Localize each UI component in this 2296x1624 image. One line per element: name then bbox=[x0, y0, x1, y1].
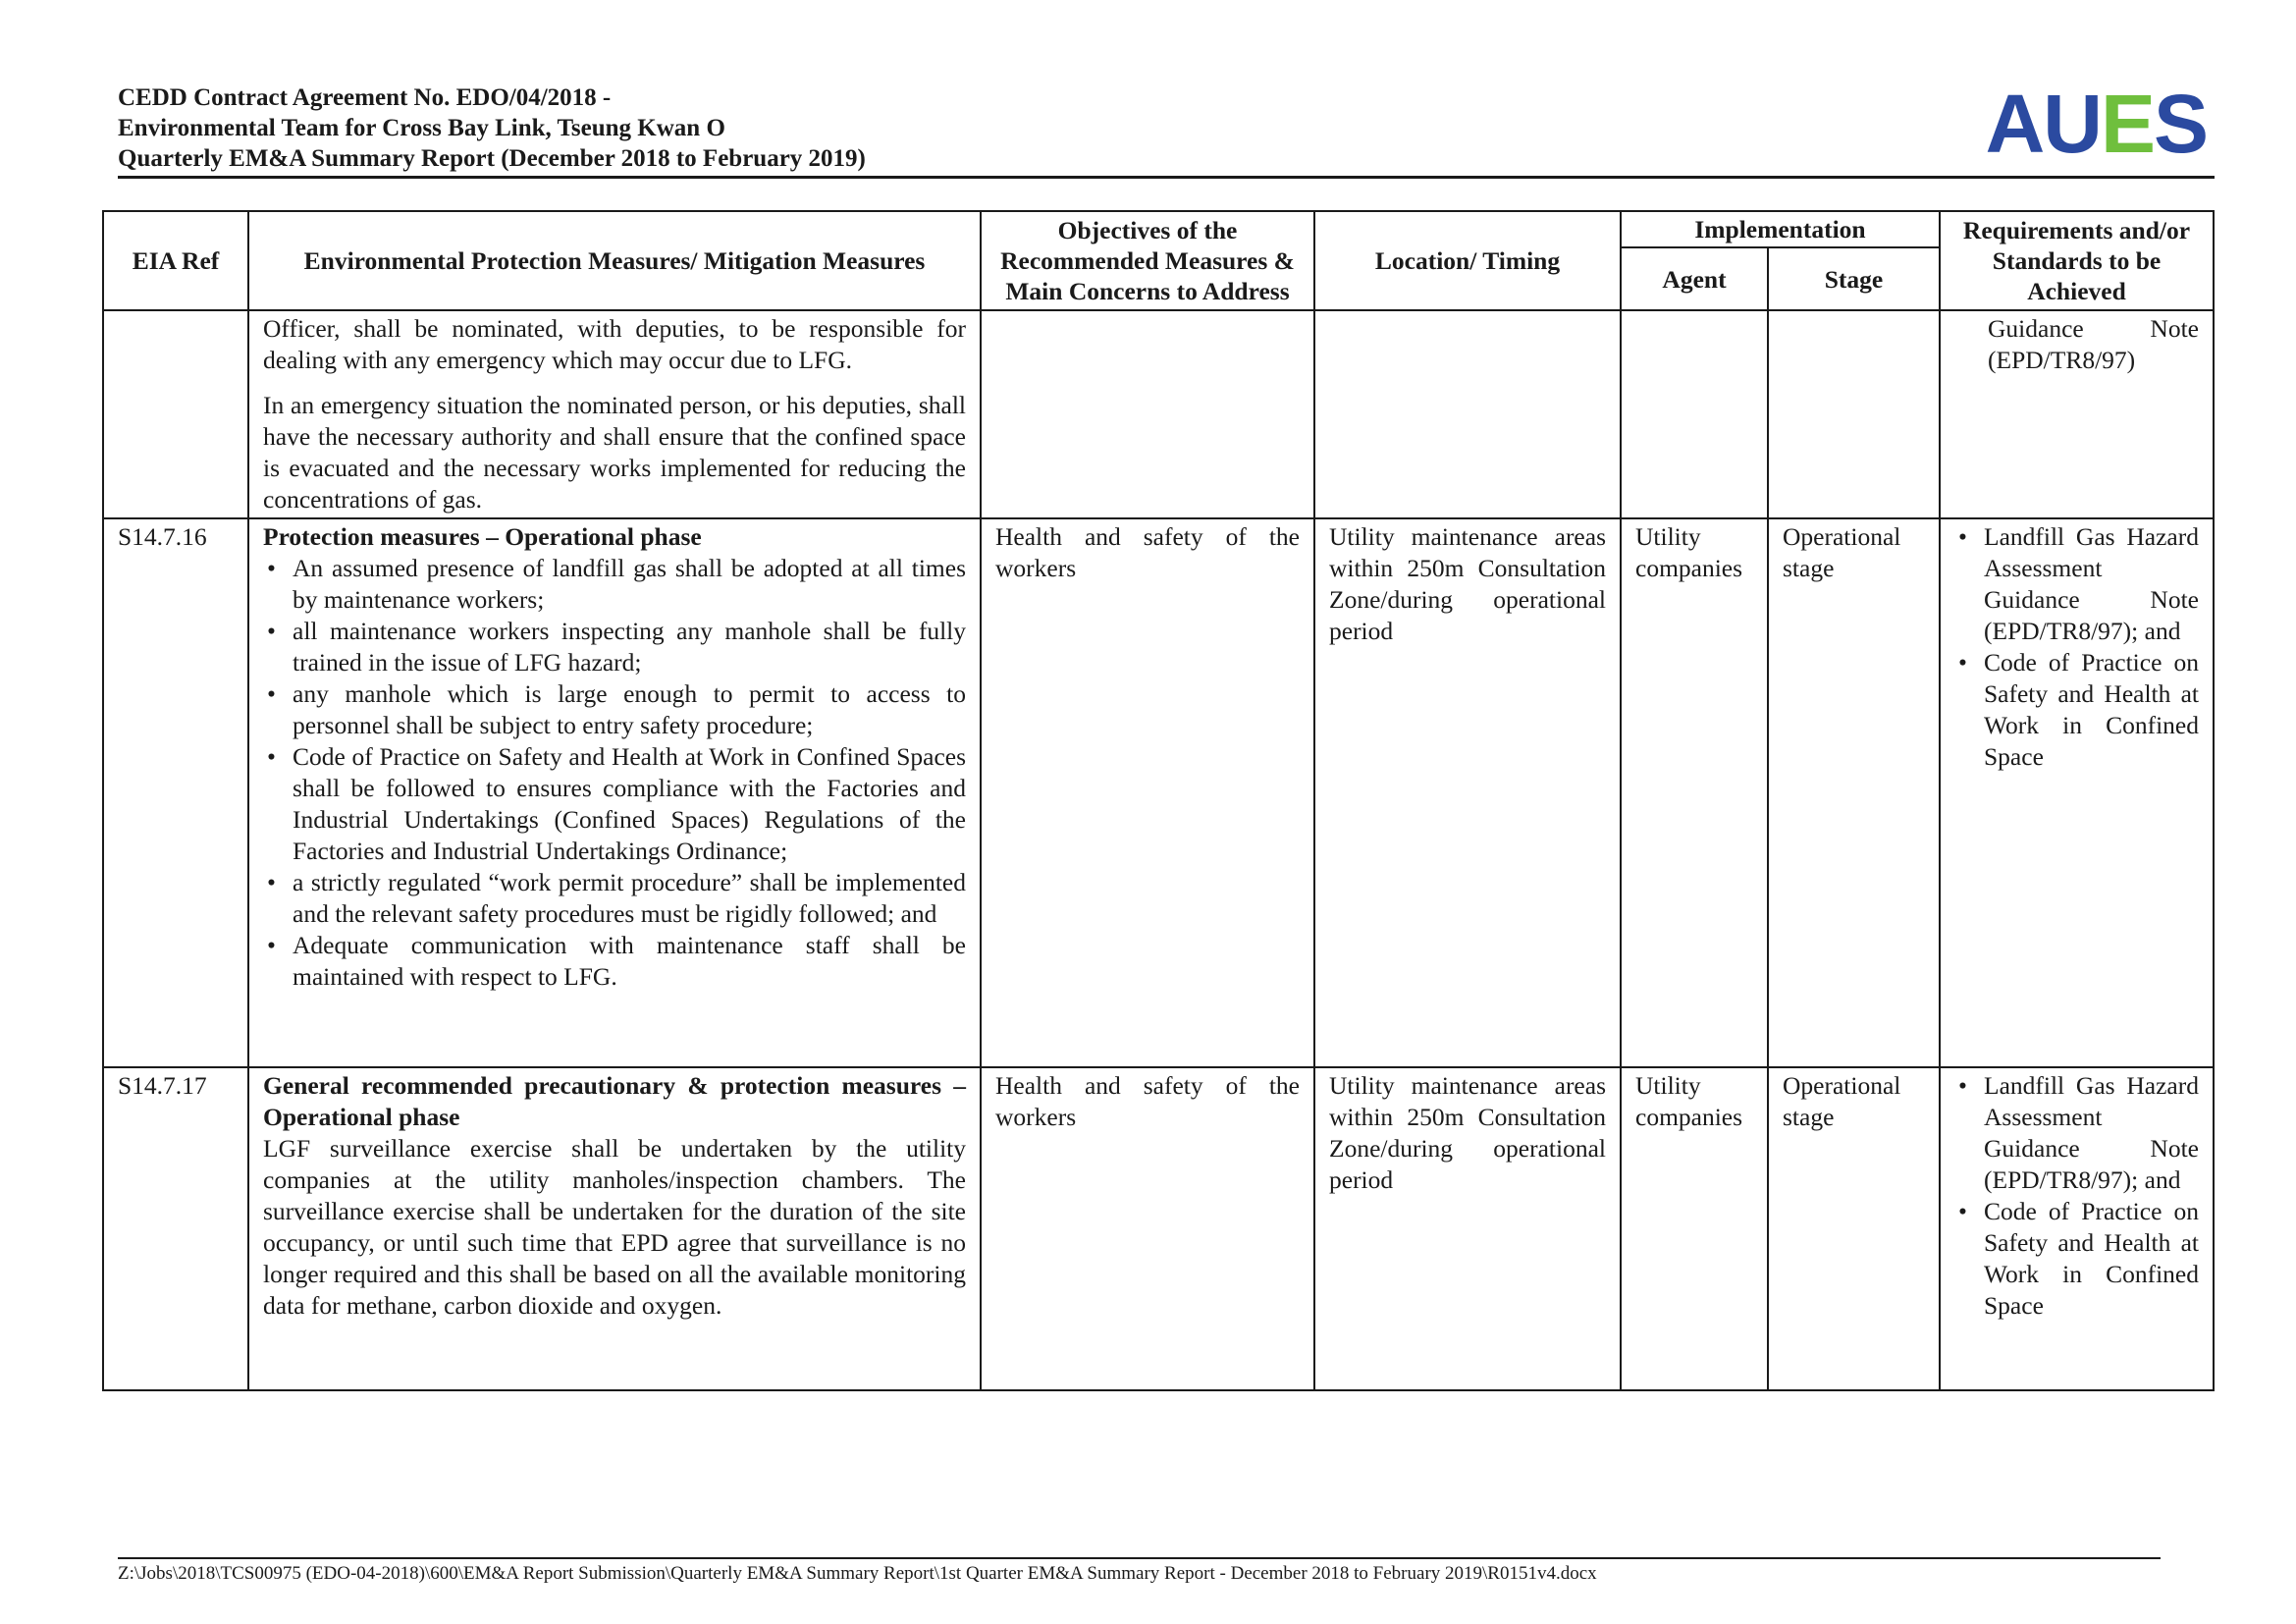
row1-agent: Utility companies bbox=[1621, 518, 1768, 1067]
row2-measures-title: General recommended precautionary & protection measures – Operational phase bbox=[263, 1071, 966, 1131]
header-location: Location/ Timing bbox=[1314, 211, 1621, 310]
logo-letter: E bbox=[2100, 78, 2154, 170]
header-contract-line: CEDD Contract Agreement No. EDO/04/2018 - bbox=[118, 84, 612, 111]
list-item: • Landfill Gas Hazard Assessment Guidance Note (EPD/TR8/97); and bbox=[1984, 1070, 2199, 1196]
row1-requirements bbox=[1940, 518, 2214, 1067]
list-item: • all maintenance workers inspecting any manhole shall be fully trained in the issue of LFG hazard; bbox=[293, 616, 966, 678]
row2-ref: S14.7.17 bbox=[103, 1067, 248, 1390]
row2-requirements-list bbox=[1954, 1070, 2199, 1322]
logo-letter: U bbox=[2043, 78, 2101, 170]
row2-stage: Operational stage bbox=[1768, 1067, 1940, 1390]
mitigation-measures-table bbox=[102, 210, 2215, 1391]
row0-requirements bbox=[1940, 310, 2214, 518]
table-row bbox=[103, 1067, 2214, 1390]
footer-divider bbox=[118, 1557, 2161, 1559]
row1-requirements-list bbox=[1954, 521, 2199, 773]
row1-measures-list bbox=[263, 553, 966, 993]
footer-file-path: Z:\Jobs\2018\TCS00975 (EDO-04-2018)\600\EM&A Report Submission\Quarterly EM&A Summary Report\1st Quarter EM&A Summary Report - December 2018 to February 2019\R0151v4.docx bbox=[118, 1563, 1597, 1584]
header-measures: Environmental Protection Measures/ Mitigation Measures bbox=[248, 211, 981, 310]
logo-letter: A bbox=[1985, 78, 2044, 170]
row0-req-line1: Guidance Note bbox=[1988, 314, 2199, 343]
header-objectives: Objectives of the Recommended Measures & Main Concerns to Address bbox=[981, 211, 1314, 310]
header-agent: Agent bbox=[1621, 247, 1768, 310]
row1-objective: Health and safety of the workers bbox=[981, 518, 1314, 1067]
row1-stage: Operational stage bbox=[1768, 518, 1940, 1067]
row1-ref: S14.7.16 bbox=[103, 518, 248, 1067]
logo-letter: S bbox=[2153, 78, 2207, 170]
row0-location bbox=[1314, 310, 1621, 518]
row2-location: Utility maintenance areas within 250m Consultation Zone/during operational period bbox=[1314, 1067, 1621, 1390]
row1-measures-title: Protection measures – Operational phase bbox=[263, 522, 702, 551]
row2-measures bbox=[248, 1067, 981, 1390]
list-item: • Adequate communication with maintenance staff shall be maintained with respect to LFG. bbox=[293, 930, 966, 993]
header-implementation: Implementation bbox=[1621, 211, 1940, 247]
row0-objective bbox=[981, 310, 1314, 518]
table-row bbox=[103, 310, 2214, 518]
row0-measures-para1: Officer, shall be nominated, with deputies, to be responsible for dealing with any emergency which may occur due to LFG. bbox=[263, 314, 966, 374]
page-header bbox=[118, 78, 2215, 177]
header-report-line: Quarterly EM&A Summary Report (December 2018 to February 2019) bbox=[118, 145, 866, 172]
row2-agent: Utility companies bbox=[1621, 1067, 1768, 1390]
company-logo bbox=[1985, 78, 2207, 170]
header-requirements: Requirements and/or Standards to be Achieved bbox=[1940, 211, 2214, 310]
header-stage: Stage bbox=[1768, 247, 1940, 310]
row0-agent bbox=[1621, 310, 1768, 518]
header-eia-ref: EIA Ref bbox=[103, 211, 248, 310]
header-team-line: Environmental Team for Cross Bay Link, Tseung Kwan O bbox=[118, 115, 725, 141]
list-item: • any manhole which is large enough to permit to access to personnel shall be subject to entry safety procedure; bbox=[293, 678, 966, 741]
list-item: • Code of Practice on Safety and Health at Work in Confined Space bbox=[1984, 1196, 2199, 1322]
row0-ref bbox=[103, 310, 248, 518]
row0-measures bbox=[248, 310, 981, 518]
row1-measures bbox=[248, 518, 981, 1067]
list-item: • a strictly regulated “work permit procedure” shall be implemented and the relevant safety procedures must be rigidly followed; and bbox=[293, 867, 966, 930]
row2-objective: Health and safety of the workers bbox=[981, 1067, 1314, 1390]
list-item: • Code of Practice on Safety and Health at Work in Confined Spaces shall be followed to ensures compliance with the Factories and Industrial Undertakings (Confined Spaces) Regulations of the Factories and Industrial Undertakings Ordinance; bbox=[293, 741, 966, 867]
header-title-block bbox=[118, 82, 866, 174]
row0-req-line2: (EPD/TR8/97) bbox=[1988, 346, 2136, 374]
row2-measures-body: LGF surveillance exercise shall be undertaken by the utility companies at the utility manholes/inspection chambers. The surveillance exercise shall be undertaken for the duration of the site occupancy, or until such time that EPD agree that surveillance is no longer required and this shall be based on all the available monitoring data for methane, carbon dioxide and oxygen. bbox=[263, 1134, 966, 1320]
list-item: • An assumed presence of landfill gas shall be adopted at all times by maintenance workers; bbox=[293, 553, 966, 616]
list-item: • Code of Practice on Safety and Health at Work in Confined Space bbox=[1984, 647, 2199, 773]
row2-requirements bbox=[1940, 1067, 2214, 1390]
row1-location: Utility maintenance areas within 250m Consultation Zone/during operational period bbox=[1314, 518, 1621, 1067]
table-row bbox=[103, 518, 2214, 1067]
header-divider bbox=[118, 176, 2215, 179]
row0-stage bbox=[1768, 310, 1940, 518]
row0-measures-para2: In an emergency situation the nominated person, or his deputies, shall have the necessary authority and shall ensure that the confined space is evacuated and the necessary works implemented for reducing the concentrations of gas. bbox=[263, 391, 966, 514]
list-item: • Landfill Gas Hazard Assessment Guidance Note (EPD/TR8/97); and bbox=[1984, 521, 2199, 647]
